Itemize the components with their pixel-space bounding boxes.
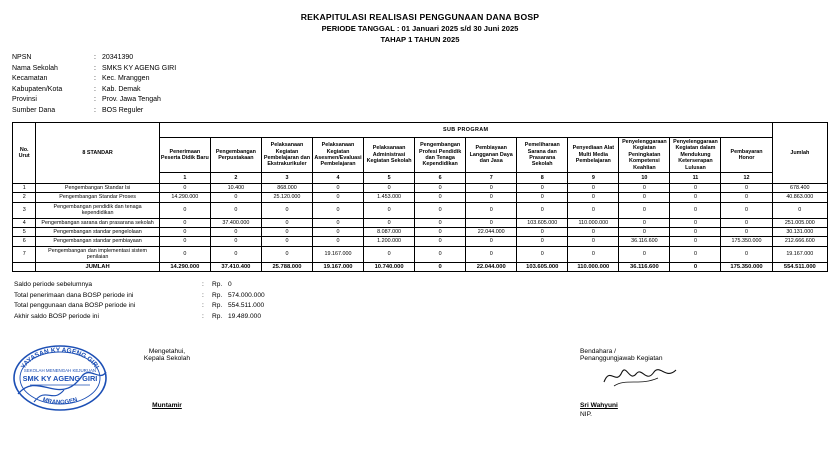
cell-value: 103.605.000 xyxy=(517,218,568,227)
svg-text:SMK KY AGENG GIRI: SMK KY AGENG GIRI xyxy=(22,374,98,383)
meta-value-kecamatan: Kec. Mranggen xyxy=(102,75,150,82)
cell-value: 0 xyxy=(517,228,568,237)
cell-value: 1.453.000 xyxy=(364,193,415,202)
cell-value: 0 xyxy=(364,218,415,227)
cell-value: 0 xyxy=(619,228,670,237)
cell-value: 0 xyxy=(466,184,517,193)
cell-value: 0 xyxy=(466,193,517,202)
cell-value: 0 xyxy=(210,228,261,237)
total-cell: 25.788.000 xyxy=(261,262,312,271)
col-header-8-standar: 8 STANDAR xyxy=(36,123,159,184)
col-header-pembayaran-honor: Pembayaran Honor xyxy=(721,138,772,173)
cell-value: 0 xyxy=(517,202,568,218)
cell-value: 0 xyxy=(517,184,568,193)
col-header-pembelajaran: Pelaksanaan Kegiatan Pembelajaran dan Ekstrakurikuler xyxy=(261,138,312,173)
meta-colon: : xyxy=(94,85,96,93)
meta-row xyxy=(12,64,840,75)
row-label: Pengembangan pendidik dan tenaga kependidikan xyxy=(36,202,159,218)
cell-value: 22.044.000 xyxy=(466,228,517,237)
cell-value: 0 xyxy=(415,228,466,237)
signature-right-nip: NIP. xyxy=(580,411,592,418)
cell-value: 0 xyxy=(159,218,210,227)
cell-value: 175.350.000 xyxy=(721,237,772,246)
cell-value: 0 xyxy=(568,202,619,218)
col-header-keterserapan-lulusan: Penyelenggaraan Kegiatan dalam Mendukung Keterserapan Lulusan xyxy=(670,138,721,173)
cell-value: 0 xyxy=(670,202,721,218)
summary-label-akhir-saldo: Akhir saldo BOSP periode ini xyxy=(14,312,99,320)
col-header-pemeliharaan-sarpras: Pemeliharaan Sarana dan Prasarana Sekolah xyxy=(517,138,568,173)
cell-value: 0 xyxy=(517,193,568,202)
cell-value: 19.167.000 xyxy=(312,246,363,262)
total-row-label: JUMLAH xyxy=(36,262,159,271)
cell-value: 0 xyxy=(568,237,619,246)
cell-value: 0 xyxy=(312,218,363,227)
summary-currency: Rp. xyxy=(212,302,223,310)
cell-value: 1.200.000 xyxy=(364,237,415,246)
cell-value: 0 xyxy=(721,228,772,237)
total-cell: 10.740.000 xyxy=(364,262,415,271)
meta-colon: : xyxy=(94,106,96,114)
cell-value: 0 xyxy=(670,246,721,262)
cell-value: 0 xyxy=(210,246,261,262)
summary-row xyxy=(14,312,840,323)
cell-value: 0 xyxy=(670,193,721,202)
table-row xyxy=(13,218,828,227)
col-number-6: 6 xyxy=(415,173,466,184)
row-index: 5 xyxy=(13,228,36,237)
col-number-9: 9 xyxy=(568,173,619,184)
cell-value: 110.000.000 xyxy=(568,218,619,227)
row-index: 6 xyxy=(13,237,36,246)
meta-value-sumber-dana: BOS Reguler xyxy=(102,106,144,114)
col-header-no-line2: Urut xyxy=(18,153,30,160)
row-index: 7 xyxy=(13,246,36,262)
total-cell: 175.350.000 xyxy=(721,262,772,271)
summary-label-saldo-sebelumnya: Saldo periode sebelumnya xyxy=(14,281,93,289)
summary-block xyxy=(14,280,840,322)
cell-value: 0 xyxy=(364,184,415,193)
row-index: 2 xyxy=(13,193,36,202)
cell-value: 0 xyxy=(415,202,466,218)
cell-value: 14.290.000 xyxy=(159,193,210,202)
meta-value-provinsi: Prov. Jawa Tengah xyxy=(102,96,161,103)
cell-value: 0 xyxy=(721,218,772,227)
col-header-sub-program: SUB PROGRAM xyxy=(159,123,772,138)
row-total: 0 xyxy=(772,202,827,218)
meta-colon: : xyxy=(94,64,96,72)
signature-left-line2: Kepala Sekolah xyxy=(143,355,191,362)
col-number-1: 1 xyxy=(159,173,210,184)
meta-row xyxy=(12,95,840,106)
row-label: Pengembangan sarana dan prasarana sekolah xyxy=(36,218,159,227)
cell-value: 0 xyxy=(261,228,312,237)
page-title: REKAPITULASI REALISASI PENGGUNAAN DANA BOSP xyxy=(300,12,540,22)
col-header-langganan-daya: Pembiayaan Langganan Daya dan Jasa xyxy=(466,138,517,173)
total-cell: 110.000.000 xyxy=(568,262,619,271)
meta-label-provinsi: Provinsi xyxy=(12,96,37,103)
school-stamp xyxy=(8,342,112,414)
col-number-4: 4 xyxy=(312,173,363,184)
cell-value: 0 xyxy=(721,202,772,218)
cell-value: 0 xyxy=(619,218,670,227)
cell-value: 0 xyxy=(159,228,210,237)
row-index: 1 xyxy=(13,184,36,193)
cell-value: 0 xyxy=(415,246,466,262)
svg-text:MRANGGEN: MRANGGEN xyxy=(41,397,79,407)
row-label: Pengembangan Standar Proses xyxy=(36,193,159,202)
row-index: 4 xyxy=(13,218,36,227)
meta-value-nama-sekolah: SMKS KY AGENG GIRI xyxy=(102,64,177,72)
cell-value: 36.116.600 xyxy=(619,237,670,246)
cell-value: 10.400 xyxy=(210,184,261,193)
summary-value-penggunaan: 554.511.000 xyxy=(228,302,265,310)
cell-value: 868.000 xyxy=(261,184,312,193)
summary-colon: : xyxy=(202,312,204,320)
col-number-3: 3 xyxy=(261,173,312,184)
signature-right-line1: Bendahara / xyxy=(580,348,616,355)
col-header-ppdb: Penerimaan Peserta Didik Baru xyxy=(159,138,210,173)
cell-value: 0 xyxy=(670,184,721,193)
table-header-group-row xyxy=(13,123,828,138)
total-cell: 37.410.400 xyxy=(210,262,261,271)
cell-value: 0 xyxy=(210,237,261,246)
summary-colon: : xyxy=(202,291,204,299)
summary-value-akhir-saldo: 19.489.000 xyxy=(228,312,262,320)
cell-value: 0 xyxy=(261,246,312,262)
cell-value: 0 xyxy=(312,193,363,202)
signature-left xyxy=(92,348,242,409)
total-row-blank xyxy=(13,262,36,271)
meta-value-kabupaten: Kab. Demak xyxy=(102,85,141,93)
cell-value: 37.400.000 xyxy=(210,218,261,227)
cell-value: 0 xyxy=(466,237,517,246)
col-number-7: 7 xyxy=(466,173,517,184)
cell-value: 0 xyxy=(261,237,312,246)
col-number-11: 11 xyxy=(670,173,721,184)
cell-value: 0 xyxy=(619,246,670,262)
cell-value: 0 xyxy=(466,246,517,262)
cell-value: 0 xyxy=(159,246,210,262)
row-total: 212.666.600 xyxy=(772,237,827,246)
cell-value: 0 xyxy=(159,237,210,246)
cell-value: 0 xyxy=(568,246,619,262)
cell-value: 0 xyxy=(364,246,415,262)
col-header-alat-multimedia: Penyediaan Alat Multi Media Pembelajaran xyxy=(568,138,619,173)
row-total: 678.400 xyxy=(772,184,827,193)
school-meta xyxy=(12,53,840,116)
cell-value: 25.120.000 xyxy=(261,193,312,202)
row-total: 251.005.000 xyxy=(772,218,827,227)
cell-value: 0 xyxy=(721,184,772,193)
cell-value: 0 xyxy=(466,202,517,218)
row-total: 19.167.000 xyxy=(772,246,827,262)
col-header-perpustakaan: Pengembangan Perpustakaan xyxy=(210,138,261,173)
col-number-8: 8 xyxy=(517,173,568,184)
total-cell: 0 xyxy=(415,262,466,271)
meta-label-npsn: NPSN xyxy=(12,54,32,61)
table-row xyxy=(13,228,828,237)
signature-right-name: Sri Wahyuni xyxy=(580,402,618,409)
meta-colon: : xyxy=(94,96,96,103)
cell-value: 0 xyxy=(415,193,466,202)
meta-colon: : xyxy=(94,75,96,82)
document-period: PERIODE TANGGAL : 01 Januari 2025 s/d 30 Juni 2025 xyxy=(321,24,519,33)
row-label: Pengembangan standar pembiayaan xyxy=(36,237,159,246)
svg-text:SEKOLAH MENENGAH KEJURUAN: SEKOLAH MENENGAH KEJURUAN xyxy=(23,368,97,373)
col-header-asesmen: Pelaksanaan Kegiatan Asesmen/Evaluasi Pembelajaran xyxy=(312,138,363,173)
row-total: 40.863.000 xyxy=(772,193,827,202)
meta-label-nama-sekolah: Nama Sekolah xyxy=(12,64,58,72)
table-row xyxy=(13,184,828,193)
grand-total: 554.511.000 xyxy=(772,262,827,271)
cell-value: 0 xyxy=(619,193,670,202)
col-header-profesi-ptk: Pengembangan Profesi Pendidik dan Tenaga Kependidikan xyxy=(415,138,466,173)
summary-currency: Rp. xyxy=(212,291,223,299)
document-phase: TAHAP 1 TAHUN 2025 xyxy=(380,35,460,44)
signature-handwriting xyxy=(600,360,690,390)
total-cell: 0 xyxy=(670,262,721,271)
row-label: Pengembangan dan implementasi sistem penilaian xyxy=(36,246,159,262)
meta-label-kecamatan: Kecamatan xyxy=(12,75,48,82)
cell-value: 0 xyxy=(517,246,568,262)
col-header-jumlah: Jumlah xyxy=(772,123,827,184)
cell-value: 0 xyxy=(619,184,670,193)
cell-value: 0 xyxy=(415,218,466,227)
row-label: Pengembangan Standar Isi xyxy=(36,184,159,193)
summary-colon: : xyxy=(202,281,204,289)
cell-value: 8.087.000 xyxy=(364,228,415,237)
signature-left-line1: Mengetahui, xyxy=(148,348,186,355)
row-index: 3 xyxy=(13,202,36,218)
meta-colon: : xyxy=(94,54,96,61)
cell-value: 0 xyxy=(670,218,721,227)
summary-value-penerimaan: 574.000.000 xyxy=(228,291,265,299)
col-header-no-line1: No. xyxy=(19,146,29,153)
summary-row xyxy=(14,291,840,302)
cell-value: 0 xyxy=(721,246,772,262)
col-number-12: 12 xyxy=(721,173,772,184)
cell-value: 0 xyxy=(568,228,619,237)
cell-value: 0 xyxy=(312,228,363,237)
document-title-block xyxy=(0,0,840,44)
total-cell: 22.044.000 xyxy=(466,262,517,271)
cell-value: 0 xyxy=(568,184,619,193)
cell-value: 0 xyxy=(568,193,619,202)
cell-value: 0 xyxy=(670,228,721,237)
summary-currency: Rp. xyxy=(212,281,223,289)
meta-row xyxy=(12,106,840,117)
cell-value: 0 xyxy=(312,237,363,246)
table-row xyxy=(13,237,828,246)
cell-value: 0 xyxy=(670,237,721,246)
meta-value-npsn: 20341390 xyxy=(102,54,134,61)
cell-value: 0 xyxy=(261,202,312,218)
cell-value: 0 xyxy=(517,237,568,246)
total-cell: 14.290.000 xyxy=(159,262,210,271)
cell-value: 0 xyxy=(159,184,210,193)
meta-row xyxy=(12,53,840,64)
summary-colon: : xyxy=(202,302,204,310)
table-row xyxy=(13,193,828,202)
svg-text:YAYASAN KY AGENG GIRI: YAYASAN KY AGENG GIRI xyxy=(20,346,101,371)
table-total-row xyxy=(13,262,828,271)
total-cell: 103.605.000 xyxy=(517,262,568,271)
cell-value: 0 xyxy=(415,184,466,193)
cell-value: 0 xyxy=(466,218,517,227)
col-header-kompetensi-keahlian: Penyelenggaraan Kegiatan Peningkatan Kompetensi Keahlian xyxy=(619,138,670,173)
summary-row xyxy=(14,280,840,291)
meta-label-kabupaten: Kabupaten/Kota xyxy=(12,85,63,93)
rekapitulasi-table xyxy=(12,122,828,272)
meta-row xyxy=(12,85,840,96)
col-number-2: 2 xyxy=(210,173,261,184)
cell-value: 0 xyxy=(364,202,415,218)
total-cell: 36.116.600 xyxy=(619,262,670,271)
meta-row xyxy=(12,74,840,85)
table-row xyxy=(13,246,828,262)
cell-value: 0 xyxy=(312,184,363,193)
row-label: Pengembangan standar pengelolaan xyxy=(36,228,159,237)
cell-value: 0 xyxy=(210,193,261,202)
col-number-10: 10 xyxy=(619,173,670,184)
summary-label-penggunaan: Total penggunaan dana BOSP periode ini xyxy=(14,302,136,310)
cell-value: 0 xyxy=(415,237,466,246)
cell-value: 0 xyxy=(261,218,312,227)
signature-left-name: Muntamir xyxy=(152,402,182,409)
col-header-no-urut xyxy=(13,123,36,184)
summary-row xyxy=(14,301,840,312)
cell-value: 0 xyxy=(721,193,772,202)
cell-value: 0 xyxy=(619,202,670,218)
row-total: 30.131.000 xyxy=(772,228,827,237)
total-cell: 19.167.000 xyxy=(312,262,363,271)
meta-label-sumber-dana: Sumber Dana xyxy=(12,106,56,114)
table-row xyxy=(13,202,828,218)
cell-value: 0 xyxy=(312,202,363,218)
cell-value: 0 xyxy=(210,202,261,218)
cell-value: 0 xyxy=(159,202,210,218)
summary-label-penerimaan: Total penerimaan dana BOSP periode ini xyxy=(14,291,134,299)
summary-value-saldo-sebelumnya: 0 xyxy=(228,281,232,289)
summary-currency: Rp. xyxy=(212,312,223,320)
col-header-administrasi: Pelaksanaan Administrasi Kegiatan Sekolah xyxy=(364,138,415,173)
col-number-5: 5 xyxy=(364,173,415,184)
signature-right-line2: Penanggungjawab Kegiatan xyxy=(580,355,663,362)
